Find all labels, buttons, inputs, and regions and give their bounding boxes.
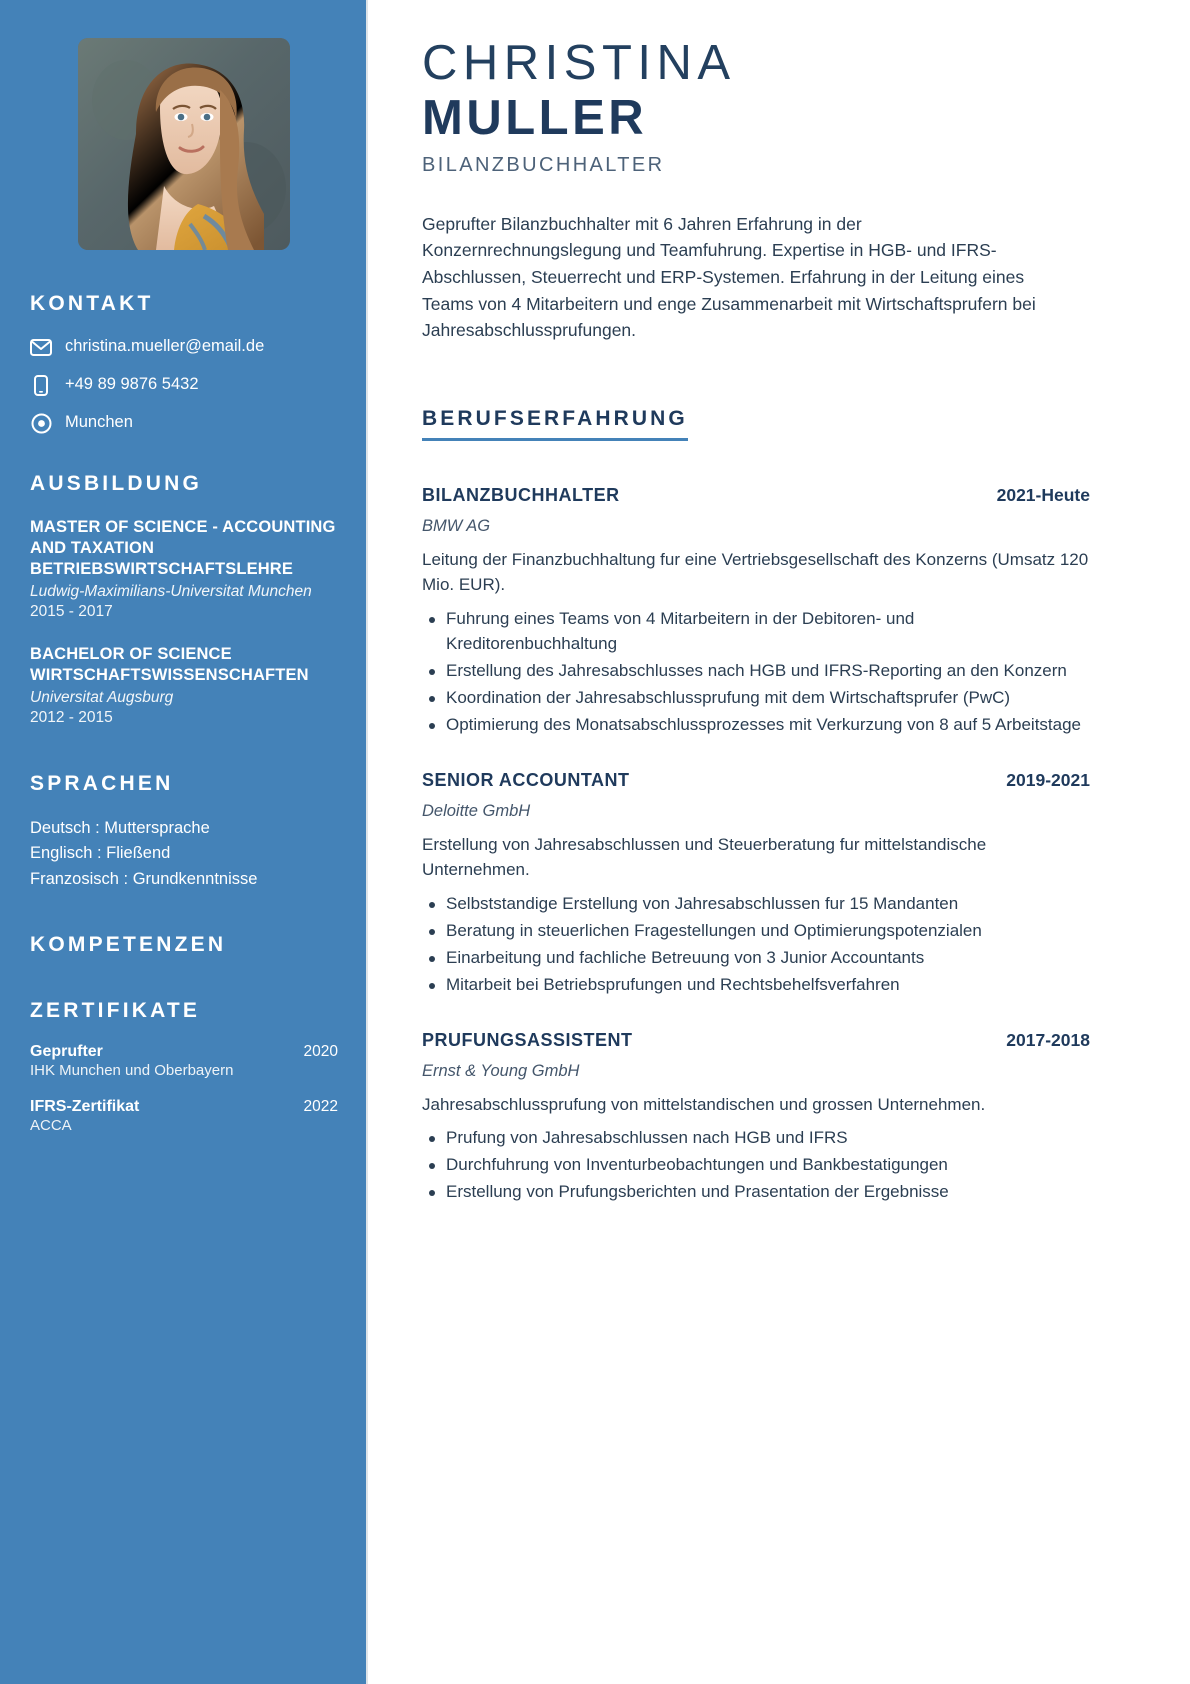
- experience-item: [422, 485, 1090, 738]
- experience-bullet: Koordination der Jahresabschlussprufung mit dem Wirtschaftsprufer (PwC): [422, 686, 1090, 711]
- education-school: Ludwig-Maximilians-Universitat Munchen: [30, 582, 312, 600]
- experience-dates: 2017-2018: [1006, 1029, 1090, 1050]
- contact-list: [30, 336, 338, 434]
- experience-header: [422, 1030, 1090, 1051]
- sidebar: [0, 0, 368, 1684]
- certificate-year: 2020: [303, 1042, 338, 1060]
- language-item: Englisch : Fließend: [30, 844, 171, 863]
- experience-header: [422, 485, 1090, 506]
- experience-bullet: Mitarbeit bei Betriebsprufungen und Rechtsbehelfsverfahren: [422, 973, 1090, 998]
- experience-bullet: Durchfuhrung von Inventurbeobachtungen und Bankbestatigungen: [422, 1153, 1090, 1178]
- contact-item-email[interactable]: [30, 336, 338, 358]
- education-list: [30, 517, 338, 729]
- certificate-item: [30, 1098, 338, 1134]
- experience-description: Jahresabschlussprufung von mittelstandischen und grossen Unternehmen.: [422, 1094, 986, 1114]
- experience-description: Leitung der Finanzbuchhaltung fur eine Vertriebsgesellschaft des Konzerns (Umsatz 120 Mio. EUR).: [422, 549, 1089, 595]
- main-content: [368, 0, 1190, 1684]
- education-degree: MASTER OF SCIENCE - ACCOUNTING AND TAXATION BETRIEBSWIRTSCHAFTSLEHRE: [30, 518, 336, 578]
- education-item: [30, 644, 338, 729]
- section-title-kontakt: KONTAKT: [30, 292, 154, 315]
- certificate-list: [30, 1043, 338, 1134]
- experience-bullets: [422, 607, 1090, 738]
- experience-bullet: Erstellung des Jahresabschlusses nach HGB und IFRS-Reporting an den Konzern: [422, 659, 1090, 684]
- certificate-name: IFRS-Zertifikat: [30, 1097, 140, 1115]
- contact-item-location[interactable]: [30, 412, 338, 434]
- certificate-header: [30, 1043, 338, 1061]
- experience-company: BMW AG: [422, 516, 491, 535]
- experience-list: [422, 485, 1090, 1205]
- experience-bullets: [422, 892, 1090, 998]
- contact-email-text: christina.mueller@email.de: [65, 337, 265, 356]
- education-years: 2015 - 2017: [30, 603, 113, 620]
- section-title-ausbildung: AUSBILDUNG: [30, 472, 202, 495]
- section-title-berufserfahrung: BERUFSERFAHRUNG: [422, 407, 688, 441]
- experience-bullet: Selbststandige Erstellung von Jahresabschlussen fur 15 Mandanten: [422, 892, 1090, 917]
- experience-header: [422, 770, 1090, 791]
- professional-summary: Geprufter Bilanzbuchhalter mit 6 Jahren Erfahrung in der Konzernrechnungslegung und Teamfuhrung. Expertise in HGB- und IFRS-Abschlussen, Steuerrecht und ERP-Systemen. Erfahrung in der Leitung eines Teams von 4 Mitarbeitern und enge Zusammenarbeit mit Wirtschaftsprufern bei Jahresabschlussprufungen.: [422, 213, 1036, 341]
- experience-bullet: Beratung in steuerlichen Fragestellungen und Optimierungspotenzialen: [422, 919, 1090, 944]
- section-title-kompetenzen: KOMPETENZEN: [30, 932, 227, 956]
- contact-location-text: Munchen: [65, 413, 133, 432]
- profile-photo-illustration: [78, 38, 290, 250]
- job-title: BILANZBUCHHALTER: [422, 153, 665, 176]
- language-list: [30, 816, 338, 893]
- experience-item: [422, 1030, 1090, 1205]
- experience-company: Deloitte GmbH: [422, 801, 531, 820]
- experience-bullet: Prufung von Jahresabschlussen nach HGB und IFRS: [422, 1126, 1090, 1151]
- language-item: Deutsch : Muttersprache: [30, 818, 210, 837]
- education-degree: BACHELOR OF SCIENCE WIRTSCHAFTSWISSENSCHAFTEN: [30, 644, 309, 684]
- first-name: CHRISTINA: [422, 36, 736, 90]
- envelope-icon: [30, 336, 52, 358]
- experience-item: [422, 770, 1090, 998]
- profile-photo-container: [30, 38, 338, 250]
- phone-icon: [30, 374, 52, 396]
- language-item: Franzosisch : Grundkenntnisse: [30, 870, 258, 889]
- certificate-issuer: IHK Munchen und Oberbayern: [30, 1061, 234, 1079]
- section-title-zertifikate: ZERTIFIKATE: [30, 998, 201, 1022]
- certificate-name: Geprufter: [30, 1042, 103, 1060]
- avatar: [78, 38, 290, 250]
- experience-bullet: Optimierung des Monatsabschlussprozesses mit Verkurzung von 8 auf 5 Arbeitstage: [422, 713, 1090, 738]
- contact-phone-text: +49 89 9876 5432: [65, 375, 199, 394]
- experience-role: PRUFUNGSASSISTENT: [422, 1029, 633, 1050]
- experience-role: BILANZBUCHHALTER: [422, 484, 620, 505]
- education-years: 2012 - 2015: [30, 708, 113, 726]
- experience-company: Ernst & Young GmbH: [422, 1061, 580, 1080]
- education-item: [30, 517, 338, 623]
- certificate-header: [30, 1098, 338, 1116]
- experience-description: Erstellung von Jahresabschlussen und Steuerberatung fur mittelstandische Unternehmen.: [422, 834, 987, 880]
- location-pin-icon: [30, 412, 52, 434]
- certificate-item: [30, 1043, 338, 1079]
- experience-bullets: [422, 1126, 1090, 1205]
- experience-role: SENIOR ACCOUNTANT: [422, 769, 630, 790]
- last-name: MULLER: [422, 90, 648, 145]
- certificate-issuer: ACCA: [30, 1116, 72, 1134]
- certificate-year: 2022: [303, 1097, 338, 1115]
- education-school: Universitat Augsburg: [30, 688, 174, 706]
- section-title-sprachen: SPRACHEN: [30, 771, 174, 795]
- contact-item-phone[interactable]: [30, 374, 338, 396]
- experience-bullet: Erstellung von Prufungsberichten und Prasentation der Ergebnisse: [422, 1180, 1090, 1205]
- experience-bullet: Einarbeitung und fachliche Betreuung von 3 Junior Accountants: [422, 946, 1090, 971]
- experience-bullet: Fuhrung eines Teams von 4 Mitarbeitern in der Debitoren- und Kreditorenbuchhaltung: [422, 607, 1090, 657]
- experience-dates: 2021-Heute: [996, 484, 1090, 505]
- experience-dates: 2019-2021: [1006, 769, 1090, 790]
